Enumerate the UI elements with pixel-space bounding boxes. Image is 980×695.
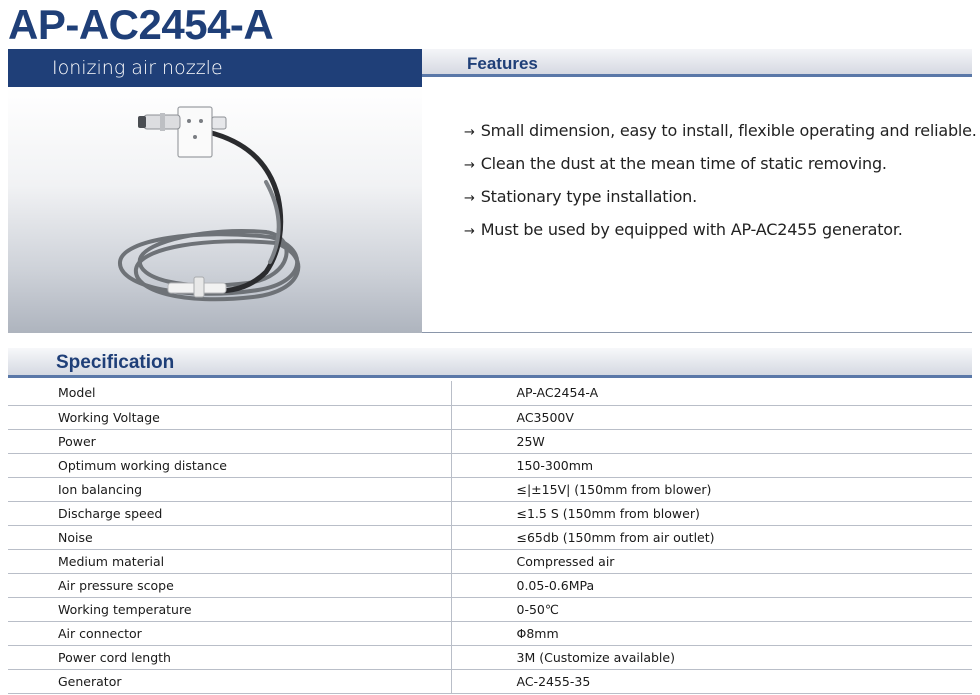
feature-item [464,184,977,217]
spec-label: Generator [8,669,451,693]
spec-label: Ion balancing [8,477,451,501]
table-row [8,405,972,429]
table-row [8,621,972,645]
spec-label: Power [8,429,451,453]
table-row [8,525,972,549]
table-row [8,381,972,405]
spec-label: Air connector [8,621,451,645]
arrow-right-icon: → [464,224,475,239]
spec-value: 25W [451,429,972,453]
table-row [8,453,972,477]
features-list [464,118,977,250]
spec-value: ≤1.5 S (150mm from blower) [451,501,972,525]
spec-label: Discharge speed [8,501,451,525]
feature-text: Must be used by equipped with AP-AC2455 generator. [480,220,903,239]
product-subtitle-bar [8,49,422,87]
spec-label: Model [8,381,451,405]
table-row [8,669,972,693]
table-row [8,501,972,525]
specification-heading: Specification [56,352,175,373]
spec-label: Optimum working distance [8,453,451,477]
spec-value: 150-300mm [451,453,972,477]
spec-label: Working temperature [8,597,451,621]
feature-text: Clean the dust at the mean time of static removing. [480,154,887,173]
arrow-right-icon: → [464,158,475,173]
spec-value: 0.05-0.6MPa [451,573,972,597]
feature-text: Small dimension, easy to install, flexible operating and reliable. [480,121,977,140]
spec-label: Working Voltage [8,405,451,429]
product-title: AP-AC2454-A [8,1,274,48]
feature-item [464,217,977,250]
spec-label: Power cord length [8,645,451,669]
features-divider [422,332,972,333]
spec-value: AC-2455-35 [451,669,972,693]
features-heading: Features [467,54,538,73]
product-photo [8,87,422,333]
table-row [8,429,972,453]
product-subtitle: Ionizing air nozzle [52,57,223,79]
spec-label: Medium material [8,549,451,573]
table-row [8,645,972,669]
spec-value: Φ8mm [451,621,972,645]
ionizing-nozzle-illustration [8,87,422,333]
arrow-right-icon: → [464,191,475,206]
specification-table [8,381,972,694]
spec-value: AP-AC2454-A [451,381,972,405]
specification-header-bar [8,348,972,378]
spec-value: ≤65db (150mm from air outlet) [451,525,972,549]
spec-value: AC3500V [451,405,972,429]
arrow-right-icon: → [464,125,475,140]
spec-value: 3M (Customize available) [451,645,972,669]
features-header-bar [422,49,972,77]
spec-value: Compressed air [451,549,972,573]
table-row [8,549,972,573]
spec-label: Noise [8,525,451,549]
table-row [8,597,972,621]
spec-value: ≤|±15V| (150mm from blower) [451,477,972,501]
feature-text: Stationary type installation. [480,187,697,206]
feature-item [464,151,977,184]
spec-label: Air pressure scope [8,573,451,597]
table-row [8,477,972,501]
spec-value: 0-50℃ [451,597,972,621]
feature-item [464,118,977,151]
table-row [8,573,972,597]
